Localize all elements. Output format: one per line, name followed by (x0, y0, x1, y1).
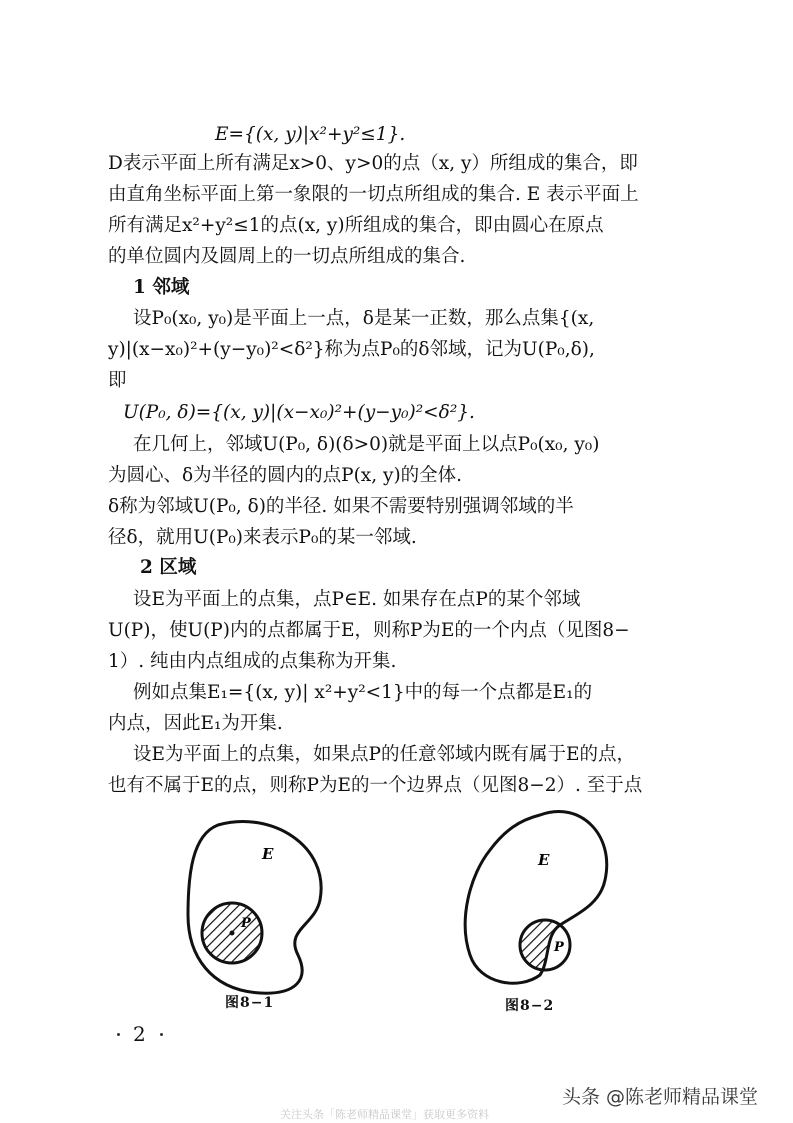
figure-caption-8-2: 图8−2 (505, 998, 555, 1014)
paragraph-line: 设P₀(x₀, y₀)是平面上一点，δ是某一正数，那么点集{(x, (133, 308, 595, 329)
paragraph-line: 径δ，就用U(P₀)来表示P₀的某一邻域. (108, 527, 417, 548)
page-number-dot (160, 1033, 163, 1036)
paragraph-line: 也有不属于E的点，则称P为E的一个边界点（见图8−2）. 至于点 (108, 775, 643, 796)
paragraph-line: 为圆心、δ为半径的圆内的点P(x, y)的全体. (108, 465, 463, 486)
region-E-outline (188, 822, 321, 994)
paragraph-line: 设E为平面上的点集，点P∈E. 如果存在点P的某个邻域 (133, 589, 581, 610)
paragraph-line: 所有满足x²+y²≤1的点(x, y)所组成的集合，即由圆心在原点 (108, 215, 604, 236)
fig2-label-P: P (554, 940, 564, 955)
footer-watermark: 关注头条「陈老师精品课堂」获取更多资料 (280, 1108, 489, 1121)
paragraph-line: 由直角坐标平面上第一象限的一切点所组成的集合. E 表示平面上 (108, 184, 639, 205)
formula-neighborhood-U: U(P₀, δ)={(x, y)|(x−x₀)²+(y−y₀)²<δ²}. (123, 402, 475, 423)
paragraph-line: 在几何上，邻域U(P₀, δ)(δ>0)就是平面上以点P₀(x₀, y₀) (133, 434, 600, 455)
paragraph-line: D表示平面上所有满足x>0、y>0的点（x, y）所组成的集合，即 (108, 153, 638, 174)
section-heading-neighborhood: 1 邻域 (133, 277, 190, 298)
paragraph-line: U(P)，使U(P)内的点都属于E，则称P为E的一个内点（见图8− (108, 620, 630, 641)
page-number-dot (117, 1033, 120, 1036)
fig2-label-E: E (538, 851, 550, 869)
figure-caption-8-1: 图8−1 (225, 995, 275, 1011)
paragraph-line: 的单位圆内及圆周上的一切点所组成的集合. (108, 246, 466, 267)
paragraph-line: 设E为平面上的点集，如果点P的任意邻域内既有属于E的点， (133, 744, 635, 765)
paragraph-line: 1）. 纯由内点组成的点集称为开集. (108, 651, 397, 672)
brand-watermark: 头条 @陈老师精品课堂 (562, 1086, 759, 1108)
fig1-label-P: P (241, 916, 251, 931)
section-heading-region: 2 区域 (140, 557, 197, 578)
paragraph-line: 例如点集E₁={(x, y)| x²+y²<1}中的每一个点都是E₁的 (133, 682, 593, 703)
paragraph-line: δ称为邻域U(P₀, δ)的半径. 如果不需要特别强调邻域的半 (108, 496, 574, 517)
figure-8-2 (450, 805, 650, 1005)
paragraph-line: 即 (108, 370, 127, 391)
paragraph-line: y)|(x−x₀)²+(y−y₀)²<δ²}称为点P₀的δ邻域，记为U(P₀,δ), (108, 339, 595, 360)
fig1-label-E: E (262, 845, 274, 863)
formula-set-E: E={(x, y)|x²+y²≤1}. (215, 124, 406, 145)
point-P-dot (230, 931, 235, 936)
figure-8-1 (170, 815, 370, 1015)
page-number: 2 (133, 1022, 146, 1046)
paragraph-line: 内点，因此E₁为开集. (108, 713, 283, 734)
